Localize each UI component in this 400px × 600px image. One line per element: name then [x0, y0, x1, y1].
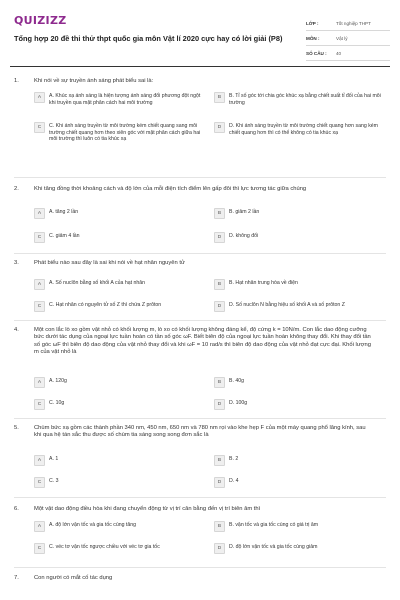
- option-text: B. giảm 2 lần: [229, 209, 260, 215]
- question-separator: [14, 320, 386, 321]
- option-letter: A: [34, 279, 45, 290]
- option-letter: C: [34, 477, 45, 488]
- option-letter: C: [34, 399, 45, 410]
- option-b[interactable]: [214, 521, 382, 532]
- option-b[interactable]: [214, 279, 382, 290]
- meta-label: MÔN :: [306, 35, 320, 41]
- question-4: [14, 327, 386, 417]
- meta-value: Tốt nghiệp THPT: [336, 20, 371, 26]
- meta-row-class: [306, 16, 390, 31]
- question-text: Khi tăng đồng thời khoảng cách và độ lớn của mỗi điện tích điểm lên gấp đôi thì lực tương tác giữa chúng: [34, 186, 307, 192]
- option-letter: B: [214, 92, 225, 103]
- option-letter: D: [214, 301, 225, 312]
- quizizz-logo: QUIZIZZ: [14, 14, 67, 27]
- option-letter: C: [34, 301, 45, 312]
- option-letter: B: [214, 377, 225, 388]
- option-a[interactable]: [34, 208, 202, 219]
- option-letter: D: [214, 232, 225, 243]
- option-text: C. véc tơ vận tốc ngược chiều với véc tơ gia tốc: [49, 544, 160, 550]
- option-text: B. Tỉ số góc tới chia góc khúc xạ bằng chiết suất tỉ đối của hai môi trường: [229, 93, 381, 106]
- option-text: D. Số nuclôn N bằng hiệu số khối A và số prôton Z: [229, 302, 345, 308]
- question-number: 5.: [14, 425, 19, 431]
- question-3: [14, 260, 386, 320]
- question-text: Phát biểu nào sau đây là sai khi nói về hạt nhân nguyên tử: [34, 260, 185, 266]
- question-text: Chùm bức xạ gồm các thành phần 340 nm, 450 nm, 650 nm và 780 nm rọi vào khe hẹp F của một máy quang phổ lăng kính, sau khi qua hệ tán sắc thu được số chùm tia sáng song song đơn sắc là: [34, 425, 366, 439]
- option-c[interactable]: [34, 232, 202, 243]
- option-a[interactable]: [34, 279, 202, 290]
- question-6: [14, 506, 386, 566]
- option-text: C. 3: [49, 478, 59, 484]
- option-b[interactable]: [214, 208, 382, 219]
- meta-row-subject: [306, 31, 390, 46]
- option-d[interactable]: [214, 543, 382, 554]
- option-c[interactable]: [34, 301, 202, 312]
- option-a[interactable]: [34, 377, 202, 388]
- meta-row-count: [306, 46, 390, 61]
- option-letter: D: [214, 122, 225, 133]
- option-c[interactable]: [34, 477, 202, 488]
- option-c[interactable]: [34, 399, 202, 410]
- option-d[interactable]: [214, 122, 382, 136]
- question-separator: [14, 177, 386, 178]
- option-letter: C: [34, 543, 45, 554]
- option-text: B. 2: [229, 456, 239, 462]
- option-text: A. độ lớn vận tốc và gia tốc cùng tăng: [49, 522, 137, 528]
- option-d[interactable]: [214, 301, 382, 312]
- option-d[interactable]: [214, 477, 382, 488]
- meta-value: 40: [336, 50, 342, 56]
- option-letter: A: [34, 377, 45, 388]
- option-letter: B: [214, 208, 225, 219]
- option-b[interactable]: [214, 92, 382, 106]
- header-divider: [10, 66, 390, 67]
- question-separator: [14, 497, 386, 498]
- document-header: [10, 10, 390, 65]
- question-number: 3.: [14, 260, 19, 266]
- option-c[interactable]: [34, 122, 202, 143]
- option-text: D. 4: [229, 478, 239, 484]
- option-b[interactable]: [214, 377, 382, 388]
- question-text: Một vật dao động điều hòa khi đang chuyển động từ vị trí cân bằng đến vị trí biên âm thì: [34, 506, 261, 512]
- option-text: C. giảm 4 lần: [49, 233, 80, 239]
- option-text: B. vận tốc và gia tốc cùng có giá trị âm: [229, 522, 319, 528]
- question-separator: [14, 567, 386, 568]
- option-text: B. Hạt nhân trung hòa về điện: [229, 280, 298, 286]
- option-text: A. 1: [49, 456, 59, 462]
- question-separator: [14, 418, 386, 419]
- option-text: A. 120g: [49, 378, 67, 384]
- option-text: D. không đổi: [229, 233, 259, 239]
- option-text: C. 10g: [49, 400, 65, 406]
- meta-label: LỚP :: [306, 20, 319, 26]
- question-text: Con người có mắt cố tác dụng: [34, 575, 113, 581]
- question-number: 4.: [14, 327, 19, 333]
- option-letter: A: [34, 521, 45, 532]
- option-letter: A: [34, 455, 45, 466]
- option-letter: B: [214, 521, 225, 532]
- option-letter: D: [214, 399, 225, 410]
- option-a[interactable]: [34, 455, 202, 466]
- option-text: A. Khúc xạ ánh sáng là hiện tượng ánh sáng đổi phương đột ngột khi truyền qua mặt phân cách hai môi trường: [49, 93, 201, 106]
- option-text: D. Khi ánh sáng truyền từ môi trường chiết quang hơn sang kém chiết quang hơn thì có thể không có tia khúc xạ: [229, 123, 378, 136]
- option-c[interactable]: [34, 543, 202, 554]
- option-letter: C: [34, 122, 45, 133]
- option-d[interactable]: [214, 232, 382, 243]
- option-b[interactable]: [214, 455, 382, 466]
- option-text: C. Khi ánh sáng truyền từ môi trường kém chiết quang sang môi trường chiết quang hơn theo xiên góc với mặt phân cách giữa hai môi trường thì luôn có tia khúc xạ: [49, 123, 201, 143]
- option-letter: C: [34, 232, 45, 243]
- option-letter: D: [214, 543, 225, 554]
- option-text: D. 100g: [229, 400, 248, 406]
- question-number: 6.: [14, 506, 19, 512]
- option-letter: D: [214, 477, 225, 488]
- option-text: A. Số nuclôn bằng số khối A của hạt nhân: [49, 280, 146, 286]
- option-letter: B: [214, 279, 225, 290]
- question-number: 7.: [14, 575, 19, 581]
- meta-value: Vật lý: [336, 35, 348, 41]
- option-letter: B: [214, 455, 225, 466]
- question-number: 1.: [14, 78, 19, 84]
- question-number: 2.: [14, 186, 19, 192]
- question-7: [14, 575, 386, 595]
- document-title: Tổng hợp 20 đề thi thử thpt quốc gia môn Vật lí 2020 cực hay có lời giải (P8): [14, 34, 283, 43]
- question-text: Khi nói về sự truyền ánh sáng phát biểu sai là:: [34, 78, 154, 84]
- option-d[interactable]: [214, 399, 382, 410]
- meta-table: [306, 16, 390, 61]
- option-letter: A: [34, 92, 45, 103]
- option-letter: A: [34, 208, 45, 219]
- meta-label: SỐ CÂU :: [306, 50, 327, 56]
- question-1: [14, 78, 386, 168]
- question-text: Một con lắc lò xo gồm vật nhỏ có khối lượng m, lò xo có khối lượng không đáng kể, độ cứng k = 10N/m. Con lắc dao động cưỡng bức dưới tác dụng của ngoại lực tuần hoàn có tần số góc ωF. Biết biên độ của ngoại lực tuần hoàn không thay đổi. Khi thay đổi tần số góc ωF thì biên độ dao động của vật nhỏ thay đổi và khi ωF = 10 rad/s thì biên độ dao động của vật nhỏ đạt cực đại. Khối lượng m của vật nhỏ là: [34, 327, 371, 356]
- question-2: [14, 186, 386, 246]
- option-text: D. độ lớn vận tốc và gia tốc cùng giảm: [229, 544, 318, 550]
- option-text: C. Hạt nhân có nguyên tử số Z thì chứa Z prôton: [49, 302, 162, 308]
- option-a[interactable]: [34, 521, 202, 532]
- option-a[interactable]: [34, 92, 202, 106]
- question-5: [14, 425, 386, 495]
- option-text: A. tăng 2 lần: [49, 209, 79, 215]
- question-separator: [14, 253, 386, 254]
- option-text: B. 40g: [229, 378, 244, 384]
